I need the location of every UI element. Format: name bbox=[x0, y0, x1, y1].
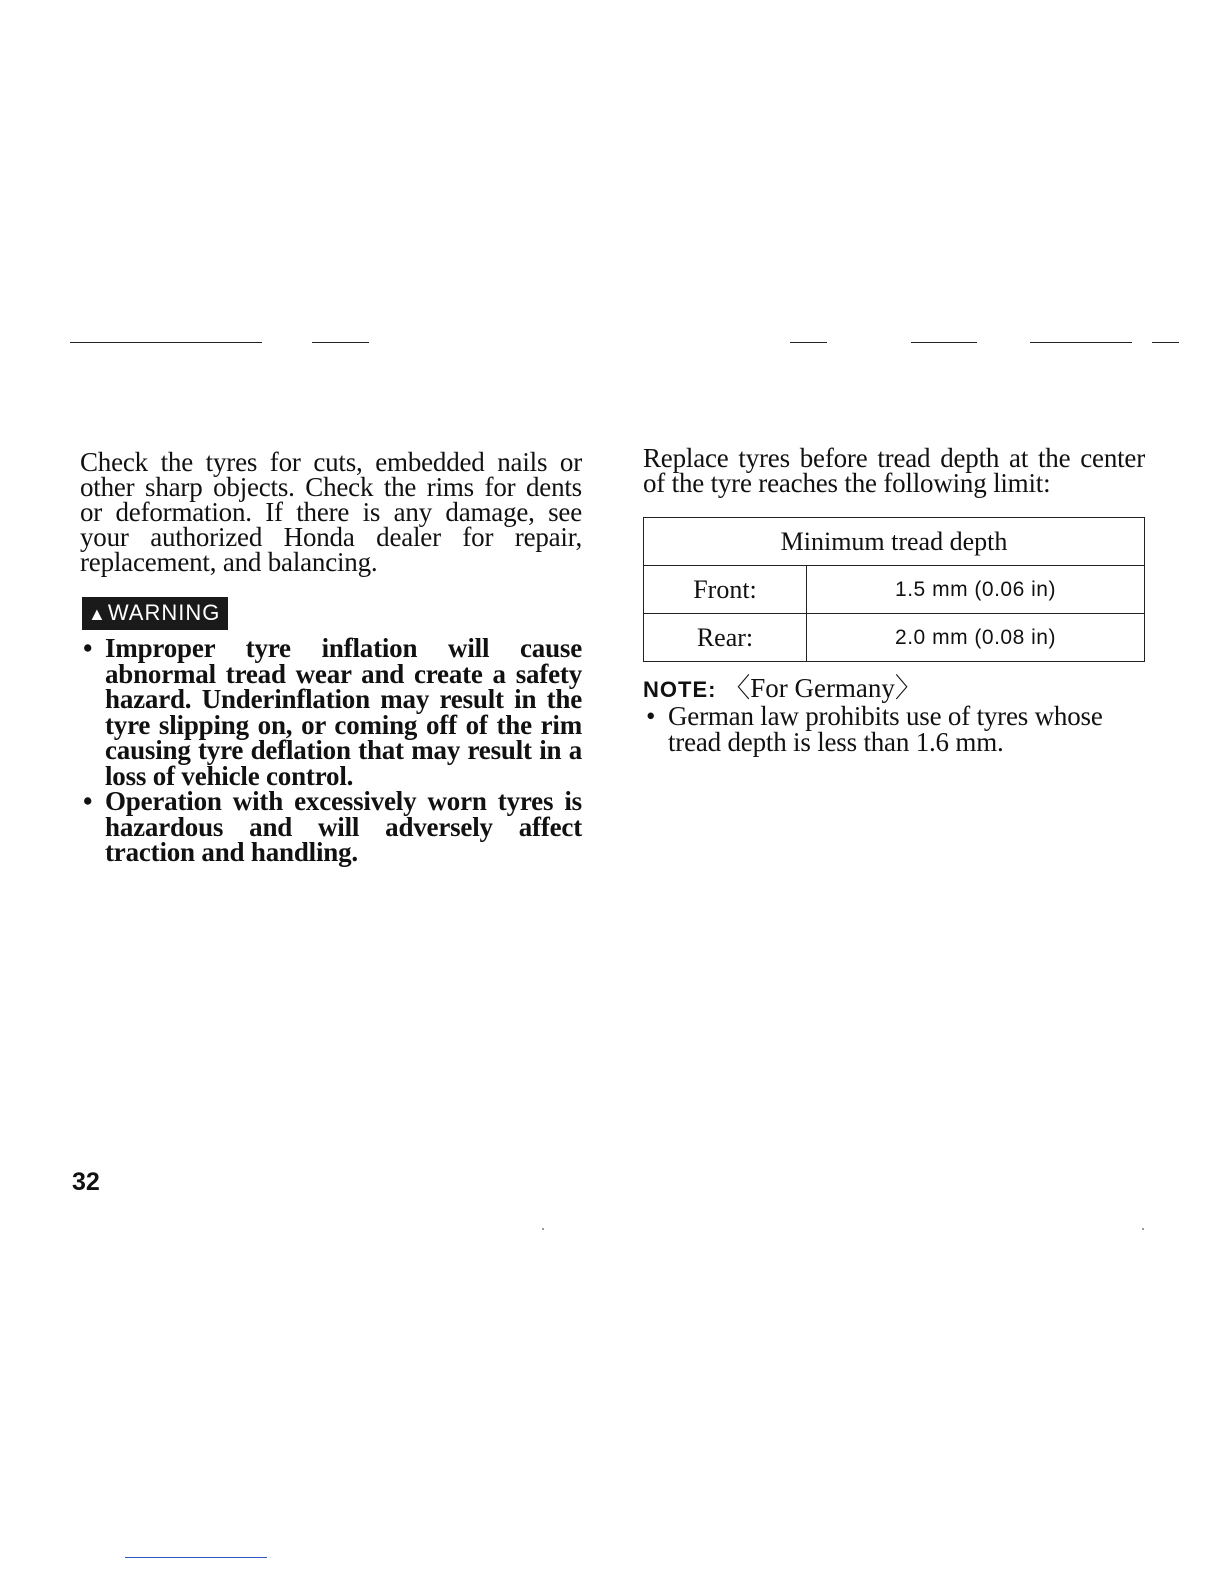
header-rule bbox=[1152, 342, 1179, 343]
warning-badge bbox=[82, 597, 228, 630]
warning-item bbox=[80, 633, 582, 791]
header-rule bbox=[790, 342, 827, 343]
note-heading bbox=[643, 675, 1145, 703]
table-header-row bbox=[644, 518, 1145, 566]
bullet-icon: • bbox=[83, 786, 93, 816]
table-header: Minimum tread depth bbox=[644, 518, 1145, 566]
warning-item bbox=[80, 786, 582, 867]
warning-list bbox=[80, 633, 582, 867]
warning-triangle-icon: ▲ bbox=[88, 604, 107, 624]
bullet-icon: • bbox=[646, 701, 656, 731]
scan-speck bbox=[542, 1228, 544, 1230]
tyre-check-paragraph: Check the tyres for cuts, embedded nails or other sharp objects. Check the rims for dents or deformation. If there is any damage, see your authorized Honda dealer for repair, replacement, and balancing. bbox=[80, 447, 582, 577]
scan-speck bbox=[1142, 1228, 1144, 1230]
header-rule bbox=[1030, 342, 1132, 343]
header-rule bbox=[312, 342, 369, 343]
row-label: Rear: bbox=[644, 614, 807, 662]
page-number: 32 bbox=[72, 1168, 100, 1196]
note-region: 〈For Germany〉 bbox=[723, 673, 922, 703]
left-column bbox=[80, 447, 582, 867]
bullet-icon: • bbox=[83, 633, 93, 663]
replace-tyres-paragraph: Replace tyres before tread depth at the center of the tyre reaches the following limit: bbox=[643, 443, 1145, 498]
footer-rule bbox=[125, 1557, 267, 1558]
warning-text: Operation with excessively worn tyres is hazardous and will adversely affect traction and handling. bbox=[105, 786, 582, 867]
row-label: Front: bbox=[644, 566, 807, 614]
warning-text: Improper tyre inflation will cause abnormal tread wear and create a safety hazard. Underinflation may result in the tyre slipping on, or coming off of the rim causing tyre deflation that may result in a loss of vehicle control. bbox=[105, 633, 582, 791]
header-rule bbox=[911, 342, 977, 343]
note-item bbox=[643, 703, 1145, 755]
table-row bbox=[644, 566, 1145, 614]
row-value: 1.5 mm (0.06 in) bbox=[807, 566, 1145, 614]
note-text: German law prohibits use of tyres whose tread depth is less than 1.6 mm. bbox=[668, 701, 1103, 757]
row-value: 2.0 mm (0.08 in) bbox=[807, 614, 1145, 662]
tread-depth-table bbox=[643, 517, 1145, 662]
header-rule bbox=[70, 342, 262, 343]
table-row bbox=[644, 614, 1145, 662]
right-column bbox=[643, 443, 1145, 757]
note-label: NOTE: bbox=[643, 677, 717, 702]
warning-label: WARNING bbox=[107, 600, 221, 625]
